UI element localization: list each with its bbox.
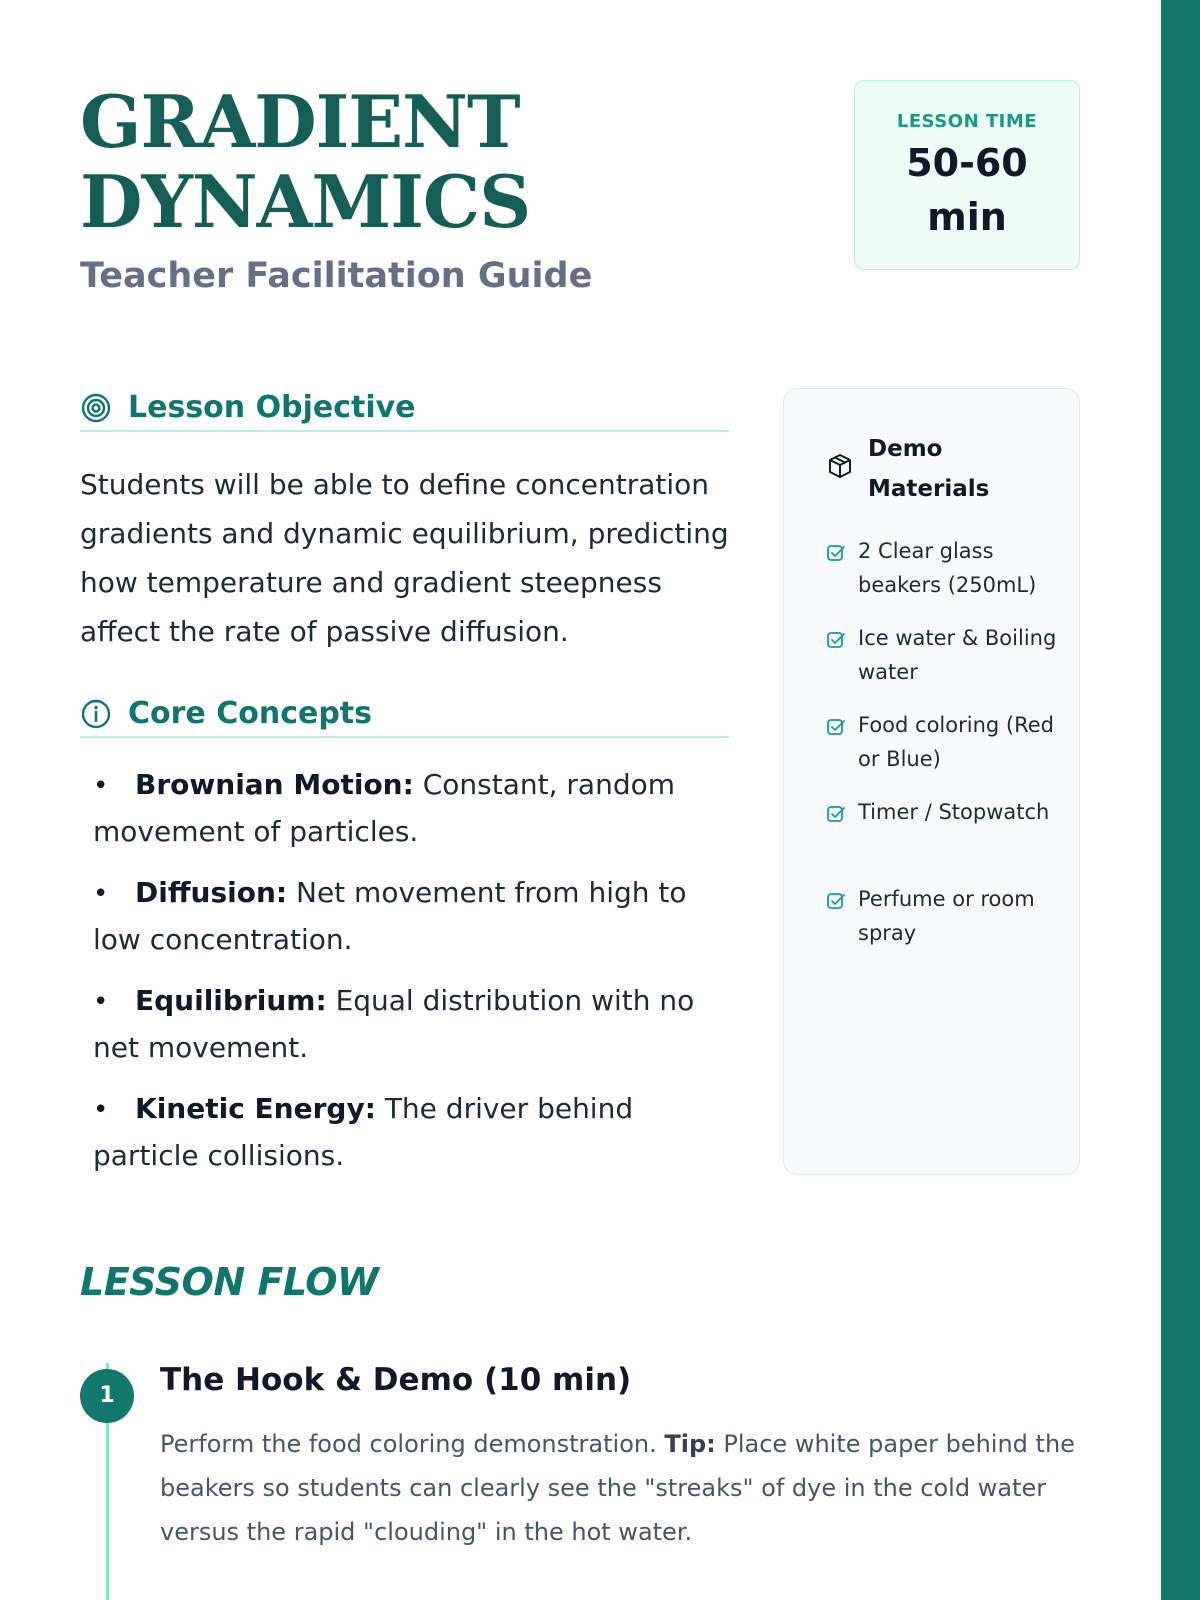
lesson-time-value: 50-60 min — [906, 141, 1028, 239]
checkbox-checked-icon — [826, 717, 846, 737]
page-title — [80, 79, 531, 244]
material-item — [826, 795, 1066, 882]
lesson-time-card — [854, 80, 1080, 270]
material-label: Perfume or room spray — [858, 887, 1035, 945]
material-item — [826, 621, 1066, 708]
concept-definition: Net movement from high to low concentration. — [93, 876, 687, 956]
step-text-after: Place white paper behind the beakers so students can clearly see the "streaks" of dye in the cold water versus the rapid "clouding" in the hot water. — [160, 1430, 1075, 1546]
materials-list — [826, 534, 1066, 969]
concept-term: Diffusion: — [135, 876, 288, 909]
concept-term: Equilibrium: — [135, 984, 327, 1017]
concept-item: • Diffusion: Net movement from high to low concentration. — [93, 876, 687, 956]
concept-item: • Kinetic Energy: The driver behind particle collisions. — [93, 1092, 634, 1172]
material-label: Timer / Stopwatch — [858, 800, 1050, 824]
concept-definition: Equal distribution with no net movement. — [93, 984, 695, 1064]
concept-term: Kinetic Energy: — [135, 1092, 376, 1125]
title-line-1: GRADIENT — [80, 79, 520, 164]
materials-card — [783, 388, 1080, 1175]
concept-item: • Brownian Motion: Constant, random movement of particles. — [93, 768, 675, 848]
concepts-heading — [80, 690, 729, 738]
step-tip-label: Tip: — [664, 1430, 716, 1458]
material-label: Food coloring (Red or Blue) — [858, 713, 1054, 771]
materials-heading-text: Demo Materials — [868, 436, 990, 502]
checkbox-checked-icon — [826, 630, 846, 650]
material-label: 2 Clear glass beakers (250mL) — [858, 539, 1037, 597]
step-text-before: Perform the food coloring demonstration. — [160, 1430, 657, 1458]
step-description — [160, 1422, 1080, 1554]
concepts-heading-text: Core Concepts — [128, 696, 372, 731]
material-item — [826, 708, 1066, 795]
step-number-badge: 1 — [80, 1369, 134, 1423]
concept-term: Brownian Motion: — [135, 768, 414, 801]
page-subtitle: Teacher Facilitation Guide — [80, 256, 593, 296]
right-accent-bar — [1161, 0, 1200, 1600]
concepts-list — [93, 762, 729, 1194]
step-title: The Hook & Demo (10 min) — [160, 1362, 632, 1398]
material-label: Ice water & Boiling water — [858, 626, 1057, 684]
target-icon — [80, 392, 112, 424]
material-item — [826, 534, 1066, 621]
checkbox-checked-icon — [826, 891, 846, 911]
lesson-flow-heading: LESSON FLOW — [80, 1260, 379, 1304]
objective-heading — [80, 384, 729, 432]
objective-text: Students will be able to define concentration gradients and dynamic equilibrium, predicting how temperature and gradient steepness affect the rate of passive diffusion. — [80, 468, 729, 648]
title-line-2: DYNAMICS — [80, 159, 531, 244]
checkbox-checked-icon — [826, 804, 846, 824]
objective-heading-text: Lesson Objective — [128, 390, 416, 425]
box-icon — [826, 452, 854, 480]
lesson-time-label: LESSON TIME — [896, 111, 1038, 132]
checkbox-checked-icon — [826, 543, 846, 563]
concept-definition: Constant, random movement of particles. — [93, 768, 675, 848]
concept-item: • Equilibrium: Equal distribution with no net movement. — [93, 984, 695, 1064]
material-item — [826, 882, 1066, 969]
info-icon — [80, 698, 112, 730]
concept-definition: The driver behind particle collisions. — [93, 1092, 634, 1172]
